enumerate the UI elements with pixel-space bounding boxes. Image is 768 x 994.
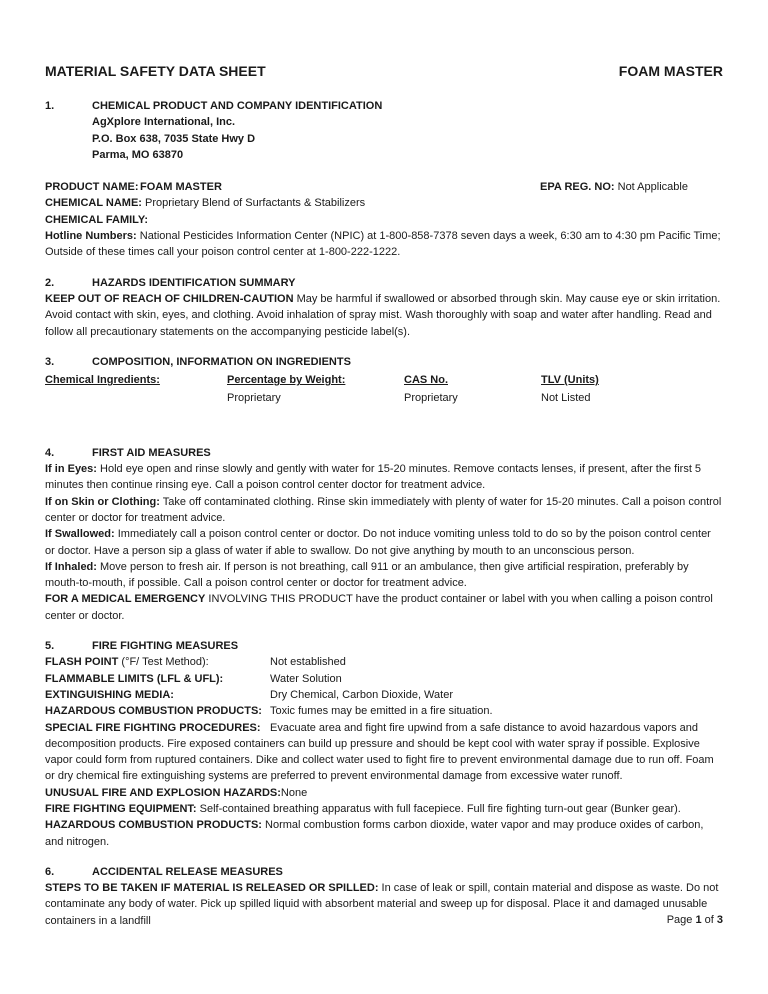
fire-row-hazardous-combustion [45,703,723,719]
footer-page-mid: of [701,914,717,926]
section-5 [45,638,723,850]
column-header-chemical-ingredients: Chemical Ingredients: [45,374,160,387]
first-aid-label: If on Skin or Clothing: [45,495,160,508]
section-title: COMPOSITION, INFORMATION ON INGREDIENTS [92,355,351,368]
row-label-group [45,720,270,736]
first-aid-label: FOR A MEDICAL EMERGENCY [45,593,206,606]
company-name: AgXplore International, Inc. [92,116,236,129]
row-label: EXTINGUISHING MEDIA: [45,688,174,701]
fire-row-unusual-hazards [45,785,723,801]
fire-row-extinguishing-media [45,687,723,703]
row-value: Evacuate area and fight fire upwind from a safe distance to avoid hazardous vapors and [270,721,699,734]
spill-steps-text: In case of leak or spill, contain material and dispose as waste. Do not contaminate any body of water. Pick up spilled liquid with absorbent material and sweep up for disposal. Place it and damaged unusable containers in a landfill [45,882,719,927]
row-label: SPECIAL FIRE FIGHTING PROCEDURES: [45,721,261,734]
product-title: FOAM MASTER [618,63,723,79]
product-name-row [45,179,723,195]
product-name-label: PRODUCT NAME: [45,181,139,194]
section-2 [45,275,723,340]
ingredients-header-row [45,372,723,388]
hotline-label: Hotline Numbers: [45,230,137,243]
first-aid-label: If in Eyes: [45,463,97,476]
row-label: FLAMMABLE LIMITS (LFL & UFL): [45,672,224,685]
chemical-name-row [45,195,723,211]
section-4-heading [45,445,723,461]
hotline-text: National Pesticides Information Center (NPIC) at 1-800-858-7378 seven days a week, 6:30 am to 4:30 pm Pacific Time; Outside of these times call your poison control center at 1-800-222-1222. [45,230,721,259]
section-1-heading [45,98,723,114]
first-aid-inhaled [45,559,723,592]
first-aid-text: Immediately call a poison control center or doctor. Do not induce vomiting unless told to do so by the poison control center or doctor. Have a person sip a glass of water if able to swallow. Do not give anything by mouth to an unconscious person. [45,528,711,557]
row-value: Toxic fumes may be emitted in a fire situation. [270,705,493,718]
row-label-group [45,687,270,703]
first-aid-eyes [45,461,723,494]
section-title: HAZARDS IDENTIFICATION SUMMARY [92,276,296,289]
row-label: FLASH POINT [45,656,119,669]
section-4 [45,445,723,624]
special-procedures-continuation: decomposition products. Fire exposed containers can build up pressure and should be kept cool with water spray if possible. Explosive vapor could form from ruptured containers. Dike and collect water used to fight fire to prevent environmental damage due to run off. Foam or dry chemical fire extinguishing systems are preferred to prevent environmental damage from excessive water runoff. [45,737,714,783]
row-label-group [45,703,270,719]
first-aid-text: Take off contaminated clothing. Rinse skin immediately with plenty of water for 15-20 minutes. Call a poison control center or doctor for treatment advice. [45,495,722,524]
footer-page-prefix: Page [666,914,696,926]
product-name-group [45,179,540,195]
row-value: Water Solution [270,672,342,685]
cell-percentage: Proprietary [227,392,281,405]
hazards-summary-paragraph [45,291,723,340]
section-number: 2. [45,276,55,289]
document-title: MATERIAL SAFETY DATA SHEET [45,63,266,79]
first-aid-text: Hold eye open and rinse slowly and gently with water for 15-20 minutes. Remove contacts lenses, if present, after the first 5 minutes then continue rinsing eye. Call a poison control center doctor for treatment advice. [45,463,702,492]
cell-ingredient [45,390,227,406]
keep-out-label: KEEP OUT OF REACH OF CHILDREN-CAUTION [45,292,294,305]
section-6 [45,864,723,929]
section-number: 4. [45,446,55,459]
epa-reg-value: Not Applicable [614,181,688,194]
row-text: Normal combustion forms carbon dioxide, water vapor and may produce oxides of carbon, and nitrogen. [45,819,704,848]
column-header-cas: CAS No. [404,374,448,387]
section-5-heading [45,638,723,654]
row-label-group [45,654,270,670]
section-title: FIRE FIGHTING MEASURES [92,640,239,653]
company-block [45,114,723,163]
row-label-group [45,785,281,801]
section-title: CHEMICAL PRODUCT AND COMPANY IDENTIFICATION [92,100,383,112]
fire-row-flammable-limits [45,671,723,687]
hazards-summary-text: May be harmful if swallowed or absorbed through skin. May cause eye or skin irritation. Avoid contact with skin, eyes, and clothing. Avoid inhalation of spray mist. Wash thoroughly with soap and water after handling. Read and follow all precautionary statements on the accompanying pesticide label(s). [45,292,721,338]
section-2-heading [45,275,723,291]
section-number: 3. [45,355,55,368]
first-aid-skin [45,494,723,527]
row-value: Dry Chemical, Carbon Dioxide, Water [270,688,453,701]
company-address-line1: P.O. Box 638, 7035 State Hwy D [92,132,256,145]
spill-steps-label: STEPS TO BE TAKEN IF MATERIAL IS RELEASED OR SPILLED: [45,882,379,895]
section-number: 5. [45,640,55,653]
first-aid-swallowed [45,526,723,559]
column-header-tlv: TLV (Units) [541,374,599,387]
column-header-percentage: Percentage by Weight: [227,374,346,387]
hotline-paragraph [45,228,723,261]
row-value: Not established [270,656,346,669]
first-aid-label: If Swallowed: [45,528,115,541]
epa-reg-group [540,179,688,195]
section-3-heading [45,354,723,370]
section-1 [45,98,723,261]
row-value: None [280,786,308,799]
spill-steps-paragraph [45,880,723,929]
row-label: HAZARDOUS COMBUSTION PRODUCTS: [45,819,262,832]
chemical-family-row [45,212,723,228]
cell-tlv: Not Listed [541,392,591,405]
ingredients-value-row [45,390,723,406]
row-label: UNUSUAL FIRE AND EXPLOSION HAZARDS: [45,786,281,799]
hazardous-combustion-normal [45,817,723,850]
section-title: ACCIDENTAL RELEASE MEASURES [92,865,283,878]
document-header [45,62,723,80]
row-label-suffix: (°F/ Test Method): [118,656,209,669]
footer-page-total: 3 [716,914,723,926]
first-aid-medical-emergency [45,591,723,624]
section-6-heading [45,864,723,880]
row-label-group [45,671,270,687]
row-label: HAZARDOUS COMBUSTION PRODUCTS: [45,705,262,718]
fire-row-special-procedures [45,720,723,736]
product-name-value: FOAM MASTER [140,181,222,194]
section-title: FIRST AID MEASURES [92,446,211,459]
cell-cas: Proprietary [404,392,458,405]
footer-page-number: 1 [695,914,702,926]
section-number: 1. [45,100,55,112]
chemical-name-label: CHEMICAL NAME: [45,197,142,210]
chemical-name-value: Proprietary Blend of Surfactants & Stabilizers [141,197,366,210]
page-footer [667,912,723,928]
first-aid-text: INVOLVING THIS PRODUCT have the product container or label with you when calling a poison control center or doctor. [45,593,713,622]
first-aid-label: If Inhaled: [45,560,97,573]
row-label: FIRE FIGHTING EQUIPMENT: [45,802,197,815]
row-text: Self-contained breathing apparatus with full facepiece. Full fire fighting turn-out gear (Bunker gear). [196,802,681,815]
section-number: 6. [45,865,55,878]
section-3 [45,354,723,407]
company-address-line2: Parma, MO 63870 [92,148,184,161]
chemical-family-label: CHEMICAL FAMILY: [45,213,149,226]
first-aid-text: Move person to fresh air. If person is not breathing, call 911 or an ambulance, then give artificial respiration, preferably by mouth-to-mouth, if possible. Call a poison control center or doctor for treatment advice. [45,560,689,590]
fire-fighting-equipment [45,801,723,817]
fire-row-flash-point [45,654,723,670]
epa-reg-label: EPA REG. NO: [540,181,615,194]
